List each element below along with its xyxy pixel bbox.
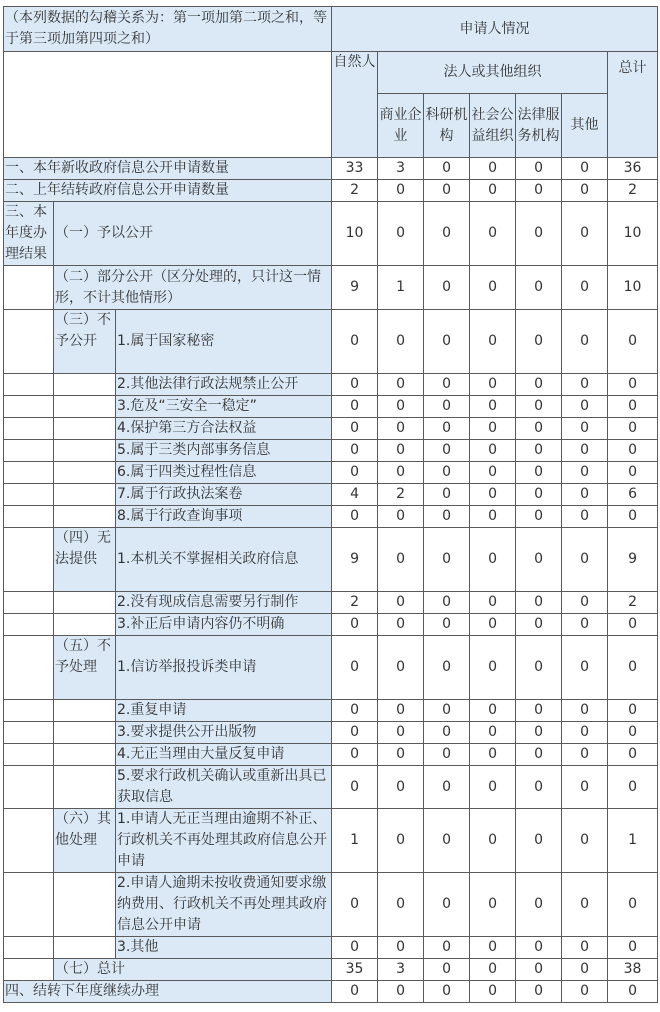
cell: 0 [516, 744, 562, 766]
cell: 0 [332, 700, 378, 722]
table-row [4, 981, 658, 1003]
cell: 0 [470, 873, 516, 937]
cell: 0 [470, 506, 516, 528]
table-row [4, 937, 658, 959]
cell: 0 [516, 396, 562, 418]
cell: 0 [516, 180, 562, 202]
header-social: 社会公益组织 [470, 94, 516, 158]
cell: 0 [378, 700, 424, 722]
cell: 0 [608, 440, 658, 462]
row-label: 3.要求提供公开出版物 [116, 722, 332, 744]
cell: 10 [332, 202, 378, 266]
table-row [4, 180, 658, 202]
table-row [4, 614, 658, 636]
table-row [4, 744, 658, 766]
cell: 0 [562, 528, 608, 592]
cell: 0 [562, 722, 608, 744]
cell: 4 [332, 484, 378, 506]
cell: 0 [378, 809, 424, 873]
cell: 0 [424, 484, 470, 506]
cell: 0 [332, 418, 378, 440]
cell: 0 [424, 636, 470, 700]
cell: 0 [608, 937, 658, 959]
cell: 0 [470, 310, 516, 374]
cell: 1 [608, 809, 658, 873]
cell: 10 [608, 266, 658, 310]
row-label: 3.补正后申请内容仍不明确 [116, 614, 332, 636]
cell: 0 [562, 374, 608, 396]
cell: 0 [470, 462, 516, 484]
cell: 0 [424, 722, 470, 744]
row-label: 2.其他法律行政法规禁止公开 [116, 374, 332, 396]
cell: 0 [562, 396, 608, 418]
cell: 0 [424, 614, 470, 636]
table-row [4, 636, 658, 700]
table-row [4, 158, 658, 180]
cell: 0 [608, 614, 658, 636]
cell: 0 [470, 374, 516, 396]
cell: 0 [562, 937, 608, 959]
cell: 0 [562, 440, 608, 462]
group-label: （五）不予处理 [54, 636, 116, 700]
cell: 0 [424, 873, 470, 937]
cell: 0 [332, 440, 378, 462]
cell: 0 [470, 180, 516, 202]
cell: 0 [608, 374, 658, 396]
cell: 0 [378, 374, 424, 396]
cell: 35 [332, 959, 378, 981]
header-research: 科研机构 [424, 94, 470, 158]
cell: 0 [516, 937, 562, 959]
group-label: （四）无法提供 [54, 528, 116, 592]
cell: 0 [562, 418, 608, 440]
cell: 0 [562, 981, 608, 1003]
cell: 0 [516, 592, 562, 614]
cell: 0 [608, 418, 658, 440]
table-row [4, 418, 658, 440]
table-row [4, 266, 658, 310]
cell: 0 [516, 722, 562, 744]
cell: 0 [608, 873, 658, 937]
cell: 0 [332, 766, 378, 809]
row-label: 6.属于四类过程性信息 [116, 462, 332, 484]
cell: 0 [516, 418, 562, 440]
cell: 0 [378, 744, 424, 766]
cell: 0 [332, 722, 378, 744]
cell: 0 [516, 614, 562, 636]
cell: 0 [378, 440, 424, 462]
cell: 0 [516, 636, 562, 700]
header-total: 总计 [608, 52, 658, 158]
cell: 0 [562, 484, 608, 506]
header-applicant: 申请人情况 [332, 7, 658, 52]
row-label: 2.没有现成信息需要另行制作 [116, 592, 332, 614]
row-label: 一、本年新收政府信息公开申请数量 [4, 158, 332, 180]
cell: 0 [516, 506, 562, 528]
table-row [4, 484, 658, 506]
cell: 0 [608, 396, 658, 418]
cell: 0 [378, 614, 424, 636]
cell: 0 [378, 722, 424, 744]
header-other: 其他 [562, 94, 608, 158]
cell: 0 [516, 873, 562, 937]
cell: 0 [424, 266, 470, 310]
row-label: 5.要求行政机关确认或重新出具已获取信息 [116, 766, 332, 809]
table-row [4, 374, 658, 396]
row-label: 2.申请人逾期未按收费通知要求缴纳费用、行政机关不再处理其政府信息公开申请 [116, 873, 332, 937]
cell: 6 [608, 484, 658, 506]
cell: 0 [516, 981, 562, 1003]
table-row [4, 202, 658, 266]
cell: 0 [562, 266, 608, 310]
cell: 2 [608, 180, 658, 202]
table-row [4, 592, 658, 614]
cell: 2 [332, 592, 378, 614]
cell: 0 [470, 722, 516, 744]
group-label: （六）其他处理 [54, 809, 116, 873]
table-row [4, 873, 658, 937]
cell: 0 [516, 462, 562, 484]
header-legal-service: 法律服务机构 [516, 94, 562, 158]
cell: 0 [562, 180, 608, 202]
cell: 0 [470, 937, 516, 959]
row-label: 5.属于三类内部事务信息 [116, 440, 332, 462]
header-note: （本列数据的勾稽关系为：第一项加第二项之和，等于第三项加第四项之和） [4, 7, 332, 52]
cell: 0 [378, 180, 424, 202]
row-label: 四、结转下年度继续办理 [4, 981, 332, 1003]
cell: 0 [562, 592, 608, 614]
row-label: 1.信访举报投诉类申请 [116, 636, 332, 700]
cell: 0 [516, 959, 562, 981]
cell: 0 [516, 766, 562, 809]
cell: 0 [332, 396, 378, 418]
row-label: 1.申请人无正当理由逾期不补正、行政机关不再处理其政府信息公开申请 [116, 809, 332, 873]
row-label: 3.危及“三安全一稳定” [116, 396, 332, 418]
table-row [4, 440, 658, 462]
group-label: （三）不予公开 [54, 310, 116, 374]
cell: 36 [608, 158, 658, 180]
cell: 0 [470, 744, 516, 766]
cell: 0 [332, 614, 378, 636]
cell: 0 [516, 440, 562, 462]
row-label: 2.重复申请 [116, 700, 332, 722]
cell: 0 [562, 310, 608, 374]
row-label: 3.其他 [116, 937, 332, 959]
cell: 0 [562, 873, 608, 937]
cell: 0 [378, 462, 424, 484]
cell: 0 [608, 506, 658, 528]
cell: 0 [516, 310, 562, 374]
cell: 0 [378, 506, 424, 528]
table-row [4, 959, 658, 981]
cell: 3 [378, 158, 424, 180]
table-row [4, 722, 658, 744]
cell: 10 [608, 202, 658, 266]
cell: 0 [470, 809, 516, 873]
cell: 0 [332, 506, 378, 528]
cell: 0 [378, 981, 424, 1003]
cell: 0 [516, 374, 562, 396]
cell: 0 [516, 484, 562, 506]
row-label: 8.属于行政查询事项 [116, 506, 332, 528]
header-blank [4, 52, 332, 158]
cell: 0 [378, 636, 424, 700]
cell: 0 [424, 310, 470, 374]
cell: 0 [332, 462, 378, 484]
cell: 0 [424, 959, 470, 981]
cell: 0 [470, 158, 516, 180]
cell: 0 [332, 744, 378, 766]
cell: 0 [562, 636, 608, 700]
cell: 0 [424, 937, 470, 959]
table-row [4, 700, 658, 722]
cell: 0 [470, 202, 516, 266]
cell: 0 [378, 937, 424, 959]
cell: 0 [424, 418, 470, 440]
cell: 0 [562, 462, 608, 484]
cell: 0 [424, 202, 470, 266]
cell: 1 [332, 809, 378, 873]
cell: 0 [332, 374, 378, 396]
cell: 0 [424, 528, 470, 592]
row-label: 1.属于国家秘密 [116, 310, 332, 374]
cell: 0 [424, 396, 470, 418]
cell: 38 [608, 959, 658, 981]
cell: 0 [516, 158, 562, 180]
cell: 0 [470, 484, 516, 506]
cell: 0 [470, 959, 516, 981]
table-row [4, 528, 658, 592]
cell: 0 [516, 528, 562, 592]
cell: 0 [562, 158, 608, 180]
cell: 0 [424, 981, 470, 1003]
table-row [4, 506, 658, 528]
cell: 0 [470, 636, 516, 700]
cell: 0 [332, 981, 378, 1003]
cell: 0 [378, 310, 424, 374]
row-label: 4.无正当理由大量反复申请 [116, 744, 332, 766]
cell: 0 [608, 766, 658, 809]
cell: 0 [562, 766, 608, 809]
cell: 0 [516, 809, 562, 873]
gov-info-disclosure-table [3, 6, 658, 1003]
cell: 2 [608, 592, 658, 614]
table-row [4, 809, 658, 873]
cell: 0 [470, 981, 516, 1003]
cell: 0 [608, 722, 658, 744]
cell: 0 [424, 440, 470, 462]
row-label: 7.属于行政执法案卷 [116, 484, 332, 506]
row-label: 4.保护第三方合法权益 [116, 418, 332, 440]
cell: 0 [378, 418, 424, 440]
cell: 0 [562, 744, 608, 766]
cell: 0 [378, 592, 424, 614]
cell: 0 [562, 506, 608, 528]
cell: 0 [424, 158, 470, 180]
header-natural-person: 自然人 [332, 52, 378, 158]
cell: 0 [470, 614, 516, 636]
cell: 0 [470, 528, 516, 592]
cell: 1 [378, 266, 424, 310]
cell: 0 [378, 528, 424, 592]
cell: 0 [424, 700, 470, 722]
cell: 0 [470, 700, 516, 722]
table-row [4, 766, 658, 809]
cell: 0 [424, 809, 470, 873]
cell: 0 [608, 636, 658, 700]
header-commercial: 商业企业 [378, 94, 424, 158]
cell: 9 [608, 528, 658, 592]
cell: 0 [470, 418, 516, 440]
cell: 0 [378, 873, 424, 937]
cell: 0 [608, 310, 658, 374]
cell: 0 [424, 766, 470, 809]
cell: 0 [516, 202, 562, 266]
cell: 0 [378, 766, 424, 809]
cell: 0 [424, 374, 470, 396]
cell: 0 [562, 614, 608, 636]
section-label: 三、本年度办理结果 [4, 202, 54, 266]
row-label: 二、上年结转政府信息公开申请数量 [4, 180, 332, 202]
cell: 0 [378, 396, 424, 418]
cell: 0 [470, 766, 516, 809]
cell: 0 [608, 981, 658, 1003]
cell: 0 [424, 592, 470, 614]
cell: 3 [378, 959, 424, 981]
cell: 0 [332, 937, 378, 959]
cell: 0 [516, 700, 562, 722]
table-row [4, 310, 658, 374]
cell: 0 [378, 202, 424, 266]
cell: 9 [332, 266, 378, 310]
cell: 0 [562, 700, 608, 722]
header-legal-org: 法人或其他组织 [378, 52, 608, 94]
cell: 9 [332, 528, 378, 592]
cell: 0 [562, 809, 608, 873]
row-label: （七）总计 [54, 959, 332, 981]
cell: 2 [332, 180, 378, 202]
cell: 0 [424, 506, 470, 528]
cell: 0 [332, 873, 378, 937]
cell: 0 [608, 744, 658, 766]
cell: 0 [470, 592, 516, 614]
cell: 2 [378, 484, 424, 506]
row-label: （二）部分公开（区分处理的，只计这一情形，不计其他情形） [54, 266, 332, 310]
cell: 0 [332, 310, 378, 374]
row-label: 1.本机关不掌握相关政府信息 [116, 528, 332, 592]
cell: 0 [562, 202, 608, 266]
cell: 0 [608, 700, 658, 722]
cell: 0 [424, 462, 470, 484]
row-label: （一）予以公开 [54, 202, 332, 266]
cell: 0 [562, 959, 608, 981]
table-row [4, 462, 658, 484]
cell: 0 [608, 462, 658, 484]
cell: 33 [332, 158, 378, 180]
table-row [4, 396, 658, 418]
cell: 0 [424, 744, 470, 766]
cell: 0 [470, 396, 516, 418]
cell: 0 [424, 180, 470, 202]
cell: 0 [470, 440, 516, 462]
cell: 0 [516, 266, 562, 310]
cell: 0 [332, 636, 378, 700]
cell: 0 [470, 266, 516, 310]
